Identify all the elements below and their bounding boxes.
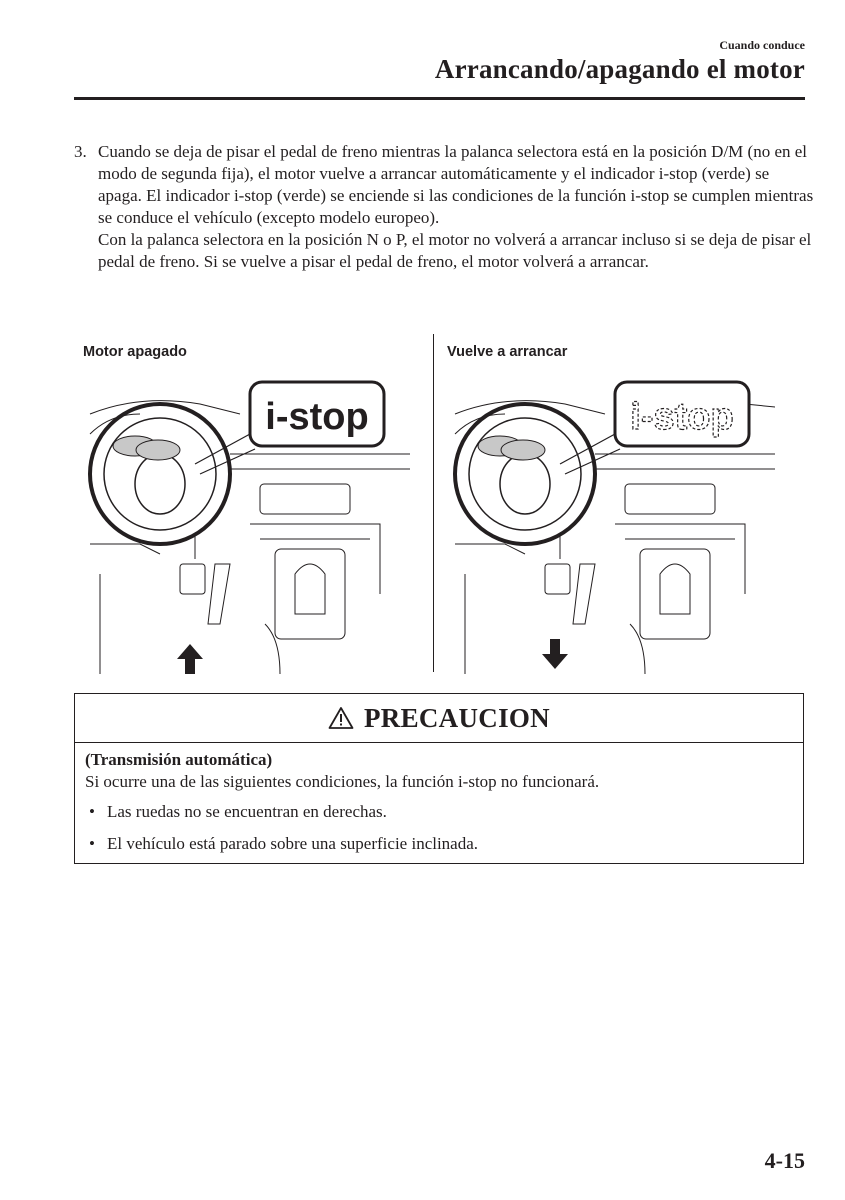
step-3 (74, 141, 814, 273)
i-stop-text-lit: i-stop (265, 396, 369, 438)
steering-wheel-icon (455, 404, 595, 544)
figure-label-restart: Vuelve a arrancar (447, 344, 568, 360)
list-item: • El vehículo está parado sobre una superficie inclinada. (89, 834, 479, 853)
step-body (98, 141, 814, 273)
steering-wheel-icon (90, 404, 230, 544)
page-title: Arrancando/apagando el motor (434, 54, 805, 84)
step-paragraph-2: Con la palanca selectora en la posición N o P, el motor no volverá a arrancar incluso si se deja de pisar el pedal de freno. Si se vuelve a pisar el pedal de freno, el motor volverá a arrancar. (98, 230, 812, 271)
figure-label-engine-off: Motor apagado (83, 344, 187, 360)
i-stop-text-off: i-stop (630, 396, 734, 438)
caution-title: PRECAUCION (363, 702, 550, 733)
page-number: 4-15 (764, 1148, 805, 1173)
title-rule (74, 97, 805, 100)
pedal-press-arrow-icon (542, 639, 568, 669)
figure-engine-off (80, 374, 410, 674)
figure-restart (445, 374, 775, 674)
step-number: 3. (74, 142, 87, 161)
caution-box (74, 693, 804, 864)
figure-divider (433, 334, 434, 672)
step-paragraph-1: Cuando se deja de pisar el pedal de freno mientras la palanca selectora está en la posición D/M (no en el modo de segunda fija), el motor vuelve a arrancar automáticamente y el indicador i-stop (verde) se apaga. El indicador i-stop (verde) se enciende si las condiciones de la función i-stop se cumplen mientras se conduce el vehículo (excepto modelo europeo). (98, 142, 814, 227)
caution-body (75, 743, 803, 855)
list-item: • Las ruedas no se encuentran en derechas. (89, 802, 387, 821)
caution-intro: Si ocurre una de las siguientes condiciones, la función i-stop no funcionará. (85, 772, 600, 791)
warning-triangle-icon (328, 706, 354, 730)
caution-subtitle: (Transmisión automática) (85, 750, 273, 769)
pedal-release-arrow-icon (177, 644, 203, 674)
section-header: Cuando conduce (719, 38, 805, 52)
figure-area (80, 334, 800, 674)
caution-list (85, 801, 793, 855)
caution-header (75, 694, 803, 743)
